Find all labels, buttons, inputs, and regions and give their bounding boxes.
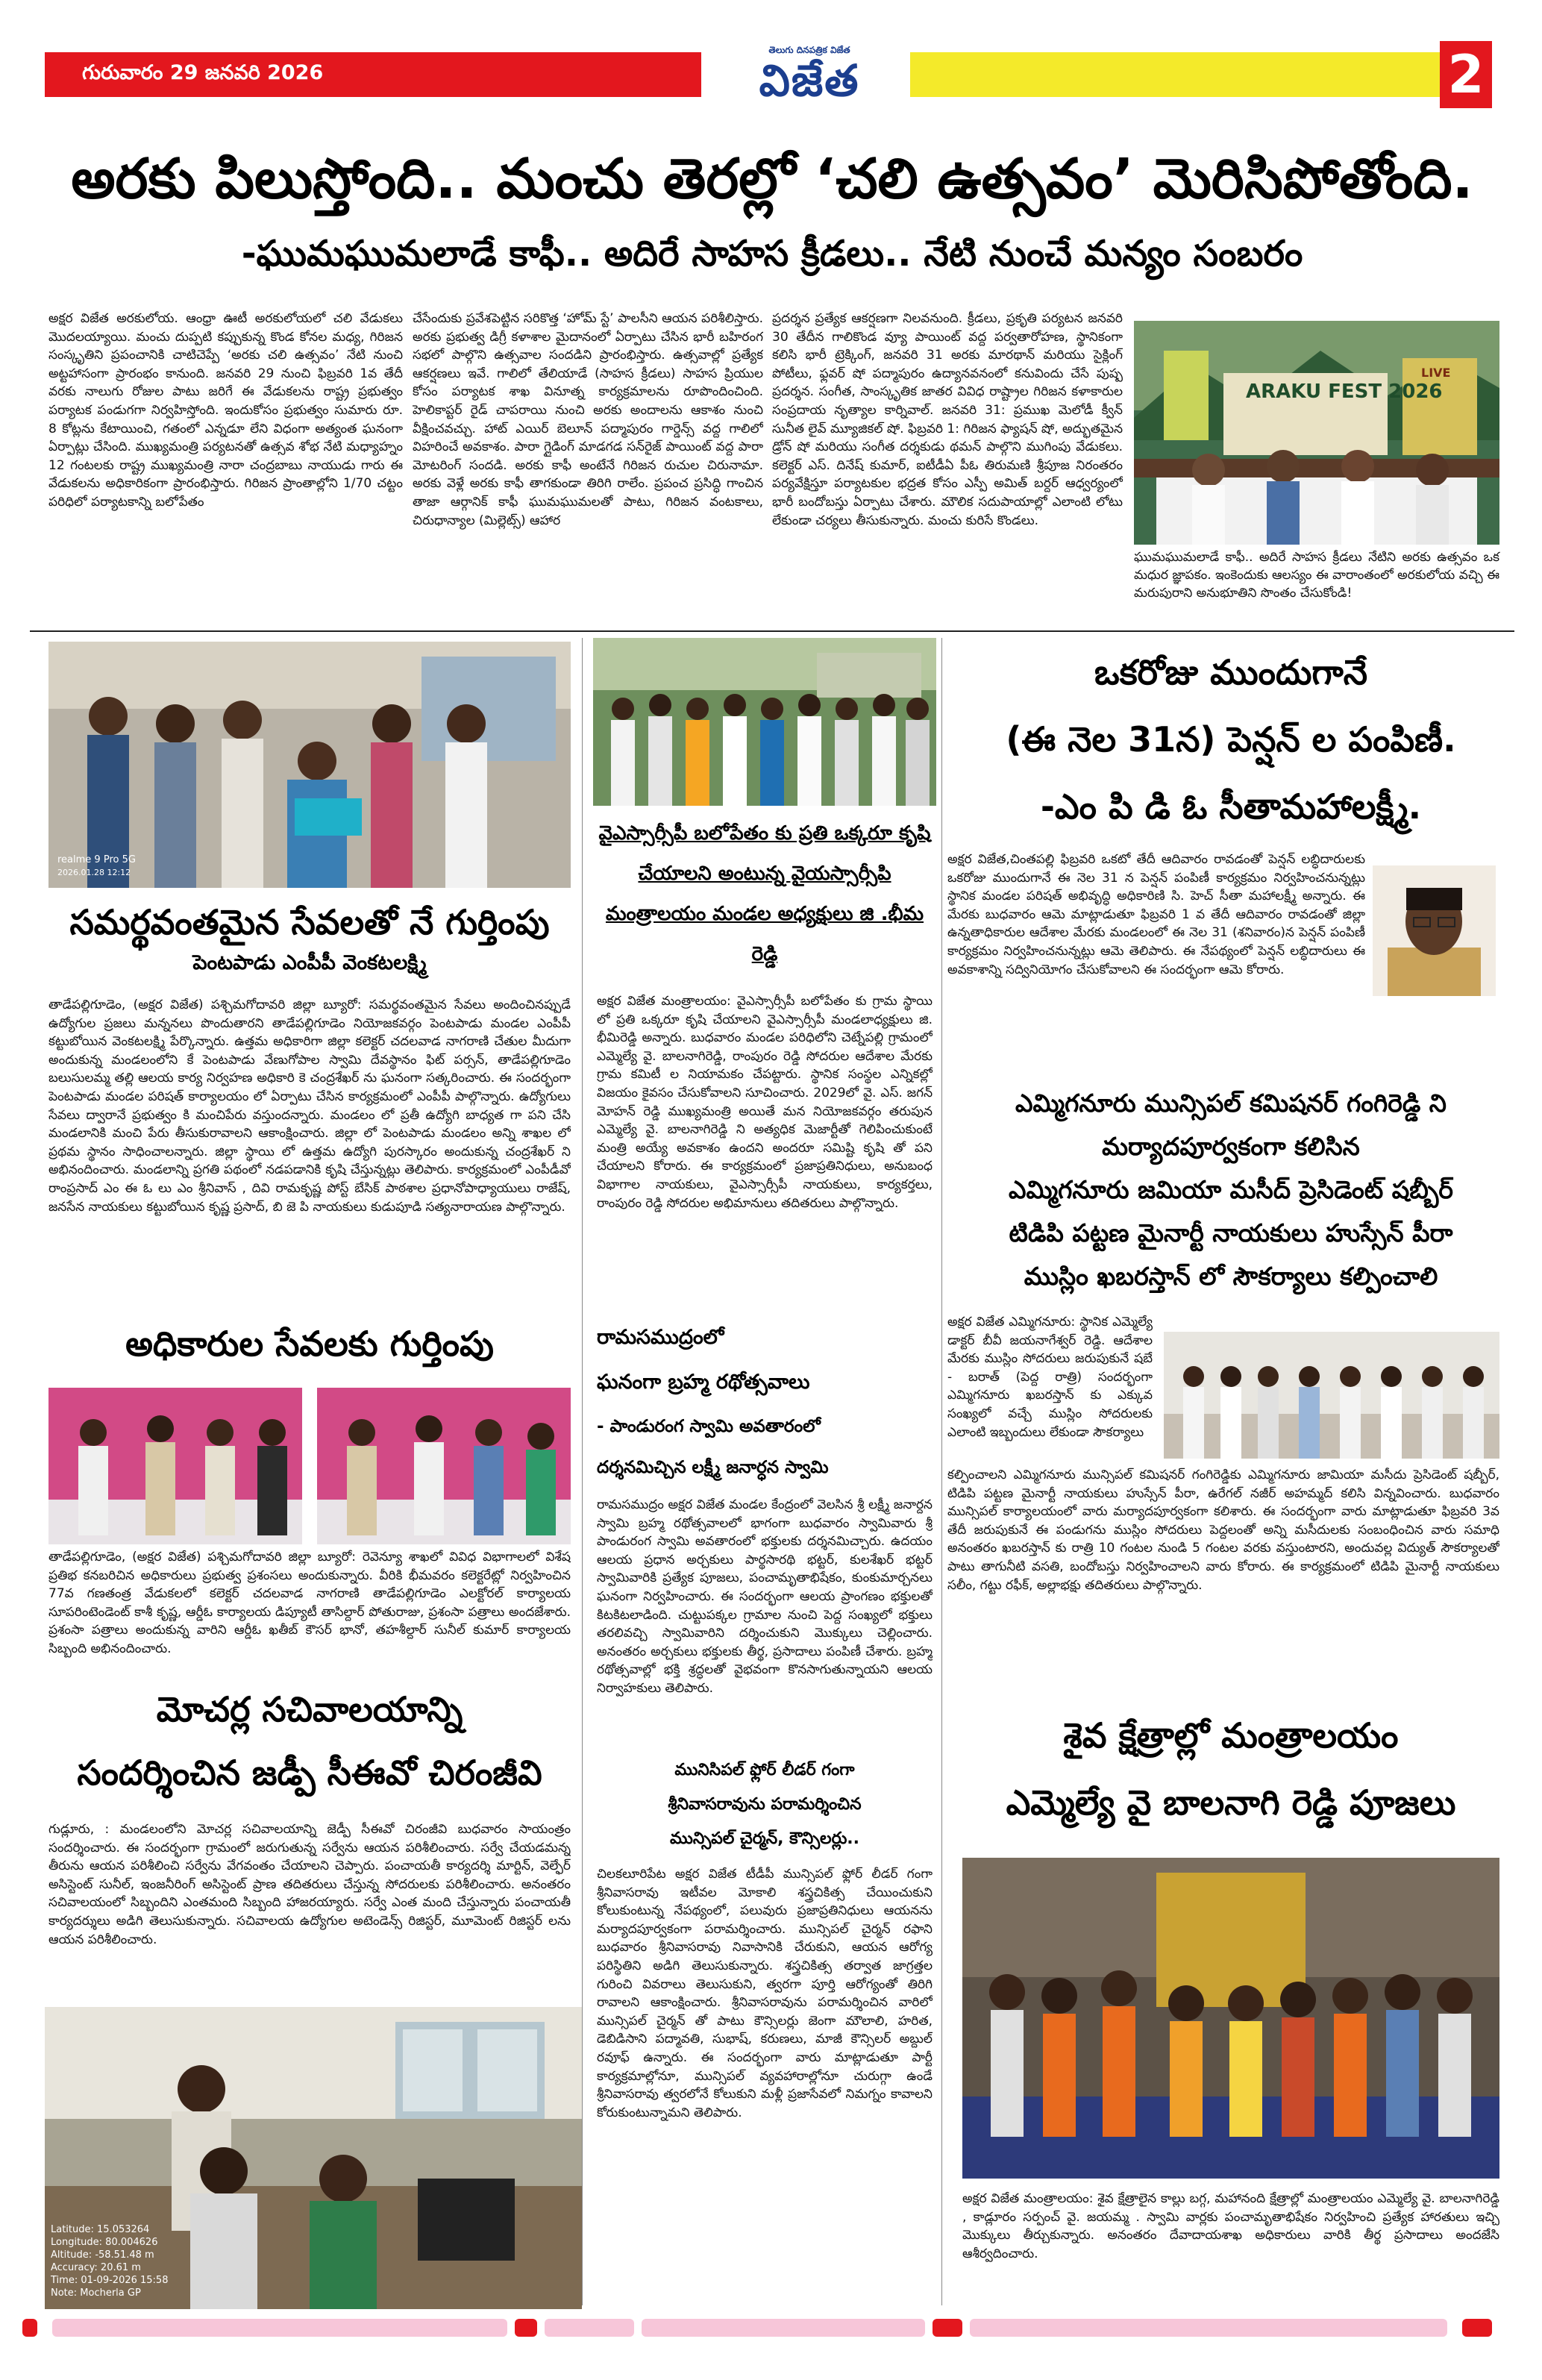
story-municipal-title-2: శ్రీనివాసరావును పరామర్శించిన — [668, 1795, 862, 1814]
lead-headline: అరకు పిలుస్తోంది.. మంచు తెరల్లో ‘చలి ఉత్సవం’ మెరిసిపోతోంది. — [71, 147, 1473, 211]
story-pension-title-3: -ఎం పి డి ఓ సీతామహాలక్ష్మీ. — [1040, 786, 1422, 827]
story-ramasamudram-sub-2: దర్శనమిచ్చిన లక్ష్మీ జనార్ధన స్వామి — [597, 1458, 829, 1477]
logo-tagline: తెలుగు దినపత్రిక విజేత — [768, 45, 850, 55]
temple-pooja-photo — [962, 1858, 1499, 2179]
gps-line: Accuracy: 20.61 m — [51, 2262, 141, 2273]
gps-line: Note: Mocherla GP — [51, 2287, 141, 2299]
masthead-logo — [716, 45, 903, 112]
lead-column-1: అక్షర విజేత అరకులోయ. ఆంధ్రా ఊటీ అరకులోయలో చలి వేడుకలు మొదలయ్యాయి. మంచు దుప్పటి కప్పుకున్న కొండ కోనల మధ్య, గిరిజన సంస్కృతిని ప్రపంచానికి చాటిచెప్పే ‘అరకు చలి ఉత్సవం’ నేటి నుంచి అట్టహాసంగా ప్రారంభం కానుంది. జనవరి 29 నుంచి ఫిబ్రవరి 1వ తేదీ వరకు నాలుగు రోజుల పాటు జరిగే ఈ వేడుకలను రాష్ట్ర ప్రభుత్వం పర్యాటక పండుగగా నిర్వహిస్తోంది. ఇందుకోసం ప్రభుత్వం సుమారు రూ. 8 కోట్లను కేటాయించి, గతంలో ఎన్నడూ లేని విధంగా అత్యంత ఘనంగా ఏర్పాట్లు చేసింది. ముఖ్యమంత్రి పర్యటనతో ఉత్సవ శోభ నేటి మధ్యాహ్నం 12 గంటలకు రాష్ట్ర ముఖ్యమంత్రి నారా చంద్రబాబు నాయుడు గారు ఈ వేడుకలను అధికారికంగా ప్రారంభిస్తారు. గిరిజన ప్రాంతాల్లోని 1/70 చట్టం పరిధిలో పర్యాటకాన్ని బలోపేతం — [48, 311, 403, 510]
footer-segment — [970, 2319, 1447, 2337]
lead-column-2: చేసేందుకు ప్రవేశపెట్టిన సరికొత్త ‘హోమ్ స్టే’ పాలసీని ఆయన పరిశీలిస్తారు. అరకు ప్రభుత్వ డిగ్రీ కళాశాల మైదానంలో ఏర్పాటు చేసిన భారీ బహిరంగ సభలో పాల్గొని ఉత్సవాల సందడిని ప్రారంభిస్తారు. ఉత్సవాల్లో ప్రత్యేక ఆకర్షణలు ఇవే. గాలిలో తేలియాడే (సాహస క్రీడలు) సాహస ప్రియుల కోసం పర్యాటక శాఖ వినూత్న కార్యక్రమాలను రూపొందించింది. హెలికాప్టర్ రైడ్ చాపరాయి నుంచి అరకు అందాలను ఆకాశం నుంచి వీక్షించవచ్చు. హాట్ ఎయిర్ బెలూన్ పద్మాపురం గార్డెన్స్ వద్ద గాలిలో విహరించే అవకాశం. పారా గ్లైడింగ్ మాడగడ సన్‌రైజ్ పాయింట్ వద్ద పారా మోటరింగ్ సందడి. అరకు కాఫీ అంటేనే గిరిజన రుచుల చిరునామా. అరకు వెళ్లే అరకు కాఫీ తాగకుండా తిరిగి రాలేం. ప్రపంచ ప్రసిద్ధి గాంచిన తాజా ఆర్గానిక్ కాఫీ ఘుమఘుమలతో పాటు, గిరిజన వంటకాలు, చిరుధాన్యాల (మిల్లెట్స్) ఆహార — [413, 311, 763, 528]
footer-segment — [1462, 2319, 1492, 2337]
ysrcp-meeting-photo — [593, 638, 936, 806]
story-shaiva-body: అక్షర విజేత మంత్రాలయం: శైవ క్షేత్రాలైన కాల్లు బగ్గ, మహానంది క్షేత్రాల్లో మంత్రాలయం ఎమ్మెల్యే వై. బాలనాగిరెడ్డి , కాడ్లూరం సర్పంచ్ వై. జయమ్మ . స్వామి వార్లకు పంచామృతాభిషేకం నిర్వహించి ప్రత్యేక హారతులు ఇచ్చి మొక్కులు తీర్చుకున్నారు. అనంతరం దేవాదాయశాఖ అధికారులు వారికి తీర్థ ప్రసాదాలు అందజేసి ఆశీర్వదించారు. — [962, 2191, 1499, 2261]
footer-segment — [52, 2319, 507, 2337]
column-divider — [941, 638, 942, 2305]
story-emmiganur-title-line: మర్యాదపూర్వకంగా కలిసిన — [1102, 1132, 1360, 1161]
issue-date: గురువారం 29 జనవరి 2026 — [82, 61, 324, 84]
poster-title: ARAKU FEST 2026 — [1246, 381, 1443, 403]
story-emmiganur-title-line: ముస్లిం ఖబరస్తాన్ లో సౌకర్యాలు కల్పించాలి — [1024, 1262, 1438, 1291]
mpp-felicitation-photo — [48, 642, 571, 888]
poster-sub: LIVE — [1421, 366, 1451, 380]
story-municipal-title-1: మునిసిపల్ ఫ్లోర్ లీడర్ గంగా — [674, 1761, 855, 1779]
story-mpp-body: తాడేపల్లిగూడెం, (అక్షర విజేత) పశ్చిమగోదావరి జిల్లా బ్యూరో: సమర్థవంతమైన సేవలు అందించినప్పుడే ఉద్యోగుల ప్రజలు మన్ననలు పొందుతారని తాడేపల్లిగూడెం నియోజకవర్గం పెంటపాడు మండల ఎంపీపీ కట్టుబోయిన వెంకటలక్ష్మి పేర్కొన్నారు. ఉత్తమ అధికారిగా జిల్లా కలెక్టర్ చదలవాడ నాగరాణి చేతుల మీదుగా అందుకున్న మండలంలోని కే పెంటపాడు వేణుగోపాల స్వామి దేవస్థానం ఫిట్ పర్సన్, తాడేపల్లిగూడెం బలుసులమ్మ తల్లి ఆలయ కార్య నిర్వహణ అధికారి కె చంద్రశేఖర్ ను ఘనంగా సత్కరించారు. ఈ సందర్భంగా పెంటపాడు మండల పరిషత్ కార్యాలయం లో ఏర్పాటు చేసిన కార్యక్రమంలో ఎంపీపీ పాల్గొన్నారు. ఉద్యోగులు సేవలు ద్వారానే ప్రభుత్వం కి మంచిపేరు వస్తుందన్నారు. మండలం లో ప్రతీ ఉద్యోగి బాధ్యత గా పని చేసి మండలానికి మంచి పేరు తీసుకురావాలని ఆకాంక్షించారు. జిల్లా లో పెంటపాడు మండలం అన్ని శాఖల లో ప్రథమ స్థానం సాధించాలన్నారు. జిల్లా స్థాయి లో ఉత్తమ ఉద్యోగి పురస్కారం అందుకున్న చంద్రశేఖర్ ని అభినందించారు. మండలాన్ని ప్రగతి పథంలో నడపడానికి కృషి చేస్తున్నట్లు తెలిపారు. కార్యక్రమంలో ఎంపీడీవో రాంప్రసాద్ ఎం ఈ ఓ లు ఎం శ్రీనివాస్ , దివి రామకృష్ణ పోస్ట్ బేసిక్ పాఠశాల ప్రధానోపాధ్యాయులు రాజేష్, జనసేన నాయకులు కట్టుబోయిన కృష్ణ ప్రసాద్, బి జె పి నాయకులు కుడుపూడి సత్యనారాయణ పాల్గొన్నారు. — [48, 998, 571, 1215]
photo-time-stamp: 2026.01.28 12:12 — [57, 868, 131, 877]
gps-line: Longitude: 80.004626 — [51, 2237, 158, 2248]
story-ramasamudram-sub-1: - పాండురంగ స్వామి అవతారంలో — [597, 1417, 821, 1436]
gps-line: Latitude: 15.053264 — [51, 2224, 150, 2235]
mpdo-portrait-photo — [1373, 865, 1496, 996]
story-emmiganur-body-top: అక్షర విజేత ఎమ్మిగనూరు: స్థానిక ఎమ్మెల్యే డాక్టర్ బీవీ జయనాగేశ్వర్ రెడ్డి. ఆదేశాల మేరకు ముస్లిం సోదరులు జరుపుకునే షబే - బరాత్ (పెద్ద రాత్రి) సందర్భంగా ఎమ్మిగనూరు ఖబరస్తాన్ కు ఎక్కువ సంఖ్యలో వచ్చే ముస్లిం సోదరులకు ఎలాంటి ఇబ్బందులు లేకుండా సౌకర్యాలు — [947, 1315, 1153, 1440]
story-mpp-title: సమర్థవంతమైన సేవలతో నే గుర్తింపు — [69, 902, 550, 942]
gps-overlay — [51, 2223, 168, 2299]
story-ramasamudram-title-2: ఘనంగా బ్రహ్మ రథోత్సవాలు — [597, 1371, 810, 1394]
story-shaiva-title-1: శైవ క్షేత్రాల్లో మంత్రాలయం — [1063, 1715, 1399, 1756]
story-emmiganur-title-line: ఎమ్మిగనూరు మున్సిపల్ కమిషనర్ గంగిరెడ్డి ని — [1015, 1089, 1447, 1118]
story-pension-title-2: (ఈ నెల 31న) పెన్షన్ ల పంపిణీ. — [1006, 719, 1456, 760]
footer-strip — [0, 2313, 1542, 2343]
officers-award-photo — [48, 1388, 571, 1544]
lead-subheadline: -ఘుమఘుమలాడే కాఫీ.. అదిరే సాహస క్రీడలు.. నేటి నుంచే మన్యం సంబరం — [241, 233, 1303, 275]
lead-column-3: ప్రదర్శన ప్రత్యేక ఆకర్షణగా నిలవనుంది. క్రీడలు, ప్రకృతి పర్యటన జనవరి 30 తేదీన గాలికొండ వ్యూ పాయింట్ వద్ద పర్వతారోహణ, స్థానికంగా కలిసి భారీ ట్రెక్కింగ్, జనవరి 31 అరకు మారథాన్ మరియు సైక్లింగ్ పోటీలు, ఫ్లవర్ షో పద్మాపురం ఉద్యానవనంలో కనువిందు చేసే పుష్ప ప్రదర్శన. సంగీత, సాంస్కృతిక జాతర వివిధ రాష్ట్రాల గిరిజన కళాకారుల సంప్రదాయ నృత్యాల కార్నివాల్. జనవరి 31: ప్రముఖ మెలోడీ క్వీన్ సునీత లైవ్ మ్యూజికల్ షో. ఫిబ్రవరి 1: గిరిజన ఫ్యాషన్ షో, అద్భుతమైన డ్రోన్ షో మరియు సంగీత దర్శకుడు థమన్ పాల్గొని ముగింపు వేడుకలు. కలెక్టర్ ఎస్. దినేష్ కుమార్, ఐటీడీఏ పీఓ తిరుమణి శ్రీపూజ నిరంతరం పర్యవేక్షిస్తూ పర్యాటకుల భద్రత కోసం ఎస్పీ అమిత్ బర్దర్ ఆధ్వర్యంలో భారీ బందోబస్తు ఏర్పాటు చేశారు. మౌలిక సదుపాయాల్లో ఎలాంటి లోటు లేకుండా చర్యలు తీసుకున్నారు. మంచు కురిసే కొండలు. — [772, 311, 1123, 528]
story-pension-title-1: ఒకరోజు ముందుగానే — [1094, 652, 1368, 692]
footer-segment — [545, 2319, 634, 2337]
story-shaiva-title-2: ఎమ్మెల్యే వై బాలనాగి రెడ్డి పూజలు — [1006, 1782, 1456, 1823]
logo-text: విజేత — [759, 55, 860, 106]
story-ramasamudram-title-1: రామసముద్రంలో — [597, 1326, 724, 1349]
column-divider — [582, 638, 583, 2305]
story-mocherla-title-2: సందర్శించిన జడ్పీ సీఈవో చిరంజీవి — [77, 1753, 542, 1793]
page-number: 2 — [1440, 41, 1492, 108]
mocherla-office-photo — [45, 2007, 582, 2309]
footer-segment — [933, 2319, 962, 2337]
story-officers-title: అధికారుల సేవలకు గుర్తింపు — [125, 1324, 494, 1364]
footer-segment — [22, 2319, 37, 2337]
emmiganur-meeting-photo — [1164, 1332, 1499, 1459]
footer-segment — [642, 2319, 925, 2337]
story-ysrcp-body: అక్షర విజేత మంత్రాలయం: వైఎస్సార్సీపీ బలోపేతం కు గ్రామ స్థాయి లో ప్రతి ఒక్కరూ కృషి చేయాలని వైఎస్సార్సీపీ మండలాధ్యక్షులు జి. భీమిరెడ్డి అన్నారు. బుధవారం మండల పరిధిలోని చెట్నేపల్లి గ్రామంలో ఎమ్మెల్యే వై. బాలనాగిరెడ్డి, రాంపురం రెడ్డి సోదరుల ఆదేశాల మేరకు గ్రామ కమిటీ ల నియామకం చేపట్టారు. స్థానిక సంస్థల ఎన్నికల్లో విజయం కైవసం చేసుకోవాలని సూచించారు. 2029లో వై. ఎస్. జగన్ మోహన్ రెడ్డి ముఖ్యమంత్రి అయితే మన నియోజకవర్గం తరుపున ఎమ్మెల్యే వై. బాలనాగిరెడ్డి ని అత్యధిక మెజార్టీతో గెలిపించుకుంటే మంత్రి అయ్యే అవకాశం ఉందని అందరూ సమిష్టి కృషి తో పని చేయాలని కోరారు. ఈ కార్యక్రమంలో ప్రజాప్రతినిధులు, అనుబంధ విభాగాల నాయకులు, వైఎస్సార్సీపీ నాయకులు, కార్యకర్తలు, రాంపురం రెడ్డి సోదరుల అభిమానులు తదితరులు పాల్గొన్నారు. — [597, 994, 933, 1211]
story-municipal-body: చిలకలూరిపేట అక్షర విజేత టీడీపీ మున్సిపల్ ఫ్లోర్ లీడర్ గంగా శ్రీనివాసరావు ఇటీవల మోకాలి శస్త్రచికిత్స చేయించుకుని కోలుకుంటున్న నేపథ్యంలో, పలువురు ప్రజాప్రతినిధులు ఆయనను మర్యాదపూర్వకంగా పరామర్శించారు. మున్సిపల్ చైర్మన్ రఫాని బుధవారం శ్రీనివాసరావు నివాసానికి చేరుకుని, ఆయన ఆరోగ్య పరిస్థితిని అడిగి తెలుసుకున్నారు. శస్త్రచికిత్స తర్వాత జాగ్రత్తల గురించి వివరాలు తెలుసుకుని, త్వరగా పూర్తి ఆరోగ్యంతో తిరిగి రావాలని ఆకాంక్షించారు. శ్రీనివాసరావును పరామర్శించిన వారిలో మున్సిపల్ చైర్మన్ తో పాటు కౌన్సిలర్లు జెంగా మౌలాలి, హరిత, డెబిడిసాని పద్మావతి, సుభాష్, కరుణలు, మాజీ కౌన్సిలర్ అబ్దుల్ రవూఫ్ ఉన్నారు. ఈ సందర్భంగా వారు మాట్లాడుతూ పార్టీ కార్యక్రమాల్లోనూ, మున్సిపల్ వ్యవహారాల్లోనూ చురుగ్గా ఉండే శ్రీనివాసరావు త్వరలోనే కోలుకుని మళ్లీ ప్రజాసేవలో నిమగ్నం కావాలని కోరుకుంటున్నామని తెలిపారు. — [597, 1867, 933, 2120]
gps-line: Altitude: -58.51.48 m — [51, 2249, 154, 2261]
footer-segment — [515, 2319, 537, 2337]
story-emmiganur-title — [947, 1082, 1514, 1298]
araku-fest-photo — [1134, 321, 1499, 545]
header-yellow-bar — [910, 52, 1440, 97]
gps-line: Time: 01-09-2026 15:58 — [51, 2275, 169, 2286]
story-municipal-title-3: మున్సిపల్ చైర్మన్, కౌన్సిలర్లు.. — [669, 1829, 860, 1848]
story-mpp-subtitle: పెంటపాడు ఎంపీపీ వెంకటలక్ష్మి — [192, 951, 427, 974]
divider — [30, 630, 1514, 632]
story-mocherla-body: గుడ్లూరు, : మండలంలోని మోచర్ల సచివాలయాన్ని జెడ్పీ సీఈవో చిరంజీవి బుధవారం సాయంత్రం సందర్శించారు. ఈ సందర్భంగా గ్రామంలో జరుగుతున్న సర్వేను ఆయన పరిశీలించారు. సర్వే చేయడమన్న తీరును ఆయన పరిశీలించి సర్వేను వేగవంతం చేయాలని చెప్పారు. పంచాయతీ కార్యదర్శి మార్టిన్, వెల్ఫేర్ అసిస్టెంట్ సునీల్, ఇంజనీరింగ్ అసిస్టెంట్ ప్రాణ తదితరులు చేస్తున్న సోదరులకు పరిశీలించారు. అనంతరం సచివాలయంలో సిబ్బందిని ఎంతమంది సిబ్బంది హాజరయ్యారు. సర్వే ఎంత మంది చేస్తున్నారు పంచాయతీ కార్యదర్శులు అడిగి తెలుసుకున్నారు. సచివాలయ ఉద్యోగుల అటెండెన్స్ రిజిస్టర్, మూమెంట్ రిజిస్టర్ లను ఆయన పరిశీలించారు. — [48, 1822, 571, 1947]
photo-camera-stamp: realme 9 Pro 5G — [57, 854, 136, 865]
story-ramasamudram-body: రామసముద్రం అక్షర విజేత మండల కేంద్రంలో వెలసిన శ్రీ లక్ష్మీ జనార్దన స్వామి బ్రహ్మ రథోత్సవాలలో భాగంగా బుధవారం స్వామివారు శ్రీ పాండురంగ స్వామి అవతారంలో భక్తులకు దర్శనమిచ్చారు. ఉదయం ఆలయ ప్రధాన అర్చకులు పార్థసారథి భట్టర్, కులశేఖర్ భట్టర్ స్వామివారికి ప్రత్యేక పూజలు, పంచామృతాభిషేకం, కుంకుమార్చనలు ఘనంగా నిర్వహించారు. ఈ సందర్భంగా ఆలయ ప్రాంగణం భక్తులతో కిటకిటలాడింది. చుట్టుపక్కల గ్రామాల నుంచి పెద్ద సంఖ్యలో భక్తులు తరలివచ్చి స్వామివారిని దర్శించుకుని మొక్కులు చెల్లించారు. అనంతరం అర్చకులు భక్తులకు తీర్థ, ప్రసాదాలు పంపిణీ చేశారు. బ్రహ్మ రథోత్సవాల్లో భక్తి శ్రద్ధలతో వైభవంగా కొనసాగుతున్నాయని ఆలయ నిర్వాహకులు తెలిపారు. — [597, 1497, 933, 1696]
story-emmiganur-body: కల్పించాలని ఎమ్మిగనూరు మున్సిపల్ కమిషనర్ గంగిరెడ్డికు ఎమ్మిగనూరు జామియా మసీదు ప్రెసిడెంట్ షబ్బీర్, టిడిపి పట్టణ మైనార్టీ నాయకులు హుస్సేన్ పీరా, ఉరేగల్ నజీర్ అహమ్మద్ కలిసి విన్నవించారు. బుధవారం మున్సిపల్ కార్యాలయంలో వారు మర్యాదపూర్వకంగా కలిశారు. ఈ సందర్భంగా వారు మాట్లాడుతూ ఫిబ్రవరి 3వ తేదీ జరుపుకునే ఈ పండుగను ముస్లిం సోదరులు పెద్దలంతో అన్ని మసీదులకు సంబంధించిన వారు సమాధి అనంతరం ఖబరస్తాన్ కు రాత్రి 10 గంటల నుండి 5 గంటల వరకు వస్తుంటారని, అందువల్ల విద్యుత్ సౌకర్యాలతో పాటు తాగునీటి వసతి, బందోబస్తు నిర్వహించాలని వారు కోరారు. ఈ కార్యక్రమంలో టిడిపి మైనార్టీ నాయకులు సలీం, గట్టు రఫీక్, అల్లాభక్షు తదితరులు పాల్గొన్నారు. — [947, 1468, 1499, 1593]
story-mocherla-title-1: మోచర్ల సచివాలయాన్ని — [156, 1689, 463, 1729]
story-ysrcp-title: వైఎస్సార్సీపీ బలోపేతం కు ప్రతి ఒక్కరూ కృషి చేయాలని అంటున్న వైయస్సార్సీపి మంత్రాలయం మండల అధ్యక్షులు జి .భీమ రెడ్డి — [598, 822, 931, 965]
story-pension-body: అక్షర విజేత,చింతపల్లి ఫిబ్రవరి ఒకటో తేదీ ఆదివారం రావడంతో పెన్షన్ లబ్ధిదారులకు ఒకరోజు ముందుగానే ఈ నెల 31 న పెన్షన్ పంపిణీ కార్యక్రమం నిర్వహించనున్నట్లు స్థానిక మండల పరిషత్ అభివృద్ధి అధికారిణి సి. హెచ్ సీతా మహాలక్ష్మీ అన్నారు. ఈ మేరకు బుధవారం ఆమె మాట్లాడుతూ ఫిబ్రవరి 1 వ తేదీ ఆదివారం రావడంతో జిల్లా ఉన్నతాధికారుల ఆదేశాల మేరకు మండలంలో ఈ నెల 31 (శనివారం)న పెన్షన్ పంపిణీ కార్యక్రమం నిర్వహించనున్నట్లు ఆమె తెలిపారు. ఈ నేపథ్యంలో పెన్షన్ లబ్ధిదారులు ఈ అవకాశాన్ని సద్వినియోగం చేసుకోవాలని ఈ సందర్భంగా ఆమె కోరారు. — [947, 852, 1365, 977]
story-emmiganur-title-line: టిడిపి పట్టణ మైనార్టీ నాయకులు హుస్సేన్ పీరా — [1009, 1218, 1453, 1247]
story-emmiganur-title-line: ఎమ్మిగనూరు జమియా మసీద్ ప్రెసిడెంట్ షబ్బీర్ — [1009, 1175, 1453, 1204]
lead-photo-caption: ఘుమఘుమలాడే కాఫీ.. అదిరే సాహస క్రీడలు నేటిని అరకు ఉత్సవం ఒక మధుర జ్ఞాపకం. ఇంకెందుకు ఆలస్యం ఈ వారాంతంలో అరకులోయ వచ్చి ఈ మరుపురాని అనుభూతిని సొంతం చేసుకోండి! — [1134, 550, 1499, 601]
story-officers-body: తాడేపల్లిగూడెం, (అక్షర విజేత) పశ్చిమగోదావరి జిల్లా బ్యూరో: రెవెన్యూ శాఖలో వివిధ విభాగాలలో విశేష ప్రతిభ కనబరిచిన అధికారులు ప్రభుత్వ ప్రశంసలు అందుకున్నారు. వీరికి భీమవరం కలెక్టరేట్లో నిర్వహించిన 77వ గణతంత్ర వేడుకలలో కలెక్టర్ చదలవాడ నాగరాణి తాడేపల్లిగూడెం ఎలక్టోరల్ కార్యాలయ సూపరింటెండెంట్ కాశీ కృష్ణ, ఆర్డీఓ కార్యాలయ డిప్యూటీ తాసిల్దార్ పోతురాజు, ప్రశంసా పత్రాలు అందజేశారు. ప్రశంసా పత్రాలు అందుకున్న వారిని ఆర్డీఓ ఖతీబ్ కౌసర్ భానో, తహశీల్దార్ సునీల్ కుమార్ కార్యాలయ సిబ్బంది అభినందించారు. — [48, 1550, 571, 1656]
